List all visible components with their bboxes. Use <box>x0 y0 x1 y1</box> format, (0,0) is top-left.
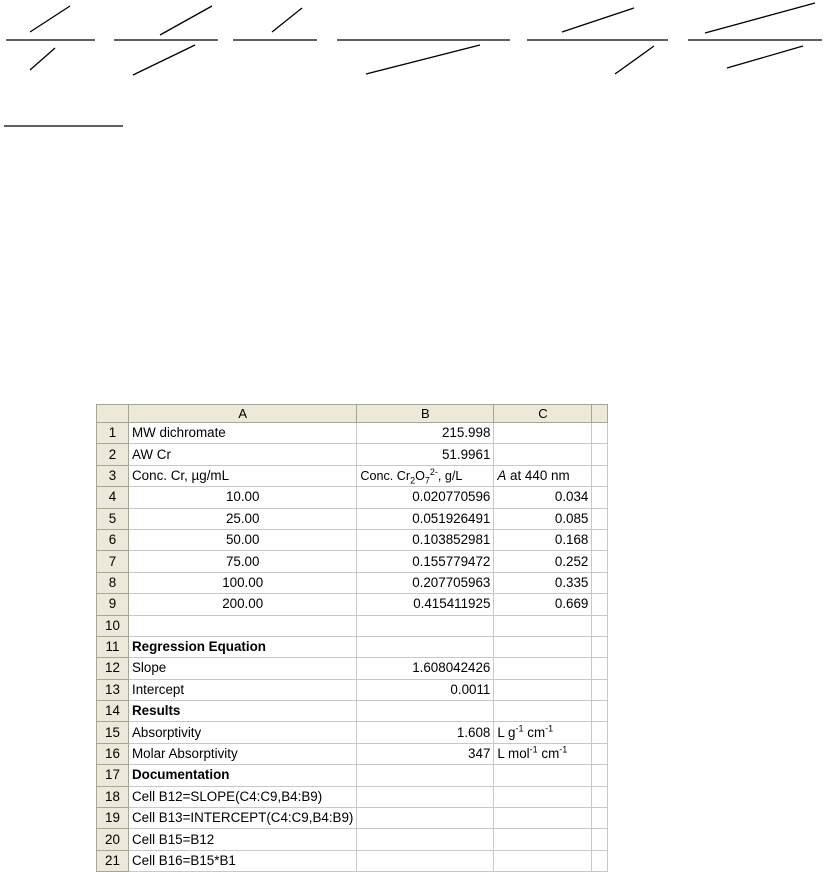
c15-sup1: -1 <box>515 723 524 734</box>
fraction-3-numerator <box>272 8 302 32</box>
cell-c12[interactable] <box>494 658 592 679</box>
cell-d20[interactable] <box>592 829 608 850</box>
row-header-9[interactable]: 9 <box>97 594 129 615</box>
cell-c7[interactable]: 0.252 <box>494 551 592 572</box>
cell-d8[interactable] <box>592 572 608 593</box>
cell-d9[interactable] <box>592 594 608 615</box>
cell-c17[interactable] <box>494 765 592 786</box>
table-row <box>97 786 608 807</box>
table-row <box>97 829 608 850</box>
table-row <box>97 444 608 465</box>
cell-a21[interactable]: Cell B16=B15*B1 <box>129 850 357 871</box>
row-header-10[interactable]: 10 <box>97 615 129 636</box>
cell-c6[interactable]: 0.168 <box>494 529 592 550</box>
cell-b2[interactable]: 51.9961 <box>357 444 494 465</box>
cell-b10[interactable] <box>357 615 494 636</box>
cell-c2[interactable] <box>494 444 592 465</box>
c15-sup2: -1 <box>545 723 554 734</box>
fraction-4-denominator <box>366 45 480 74</box>
cell-a10[interactable] <box>129 615 357 636</box>
cell-a12[interactable]: Slope <box>129 658 357 679</box>
row-header-15[interactable]: 15 <box>97 722 129 743</box>
b3-sub1: 2 <box>410 475 416 486</box>
cell-b14[interactable] <box>357 701 494 722</box>
cell-c5[interactable]: 0.085 <box>494 508 592 529</box>
table-row <box>97 679 608 700</box>
cell-b9[interactable]: 0.415411925 <box>357 594 494 615</box>
cell-c15[interactable] <box>494 722 592 743</box>
fraction-6-numerator <box>705 3 815 33</box>
cell-a19[interactable]: Cell B13=INTERCEPT(C4:C9,B4:B9) <box>129 808 357 829</box>
cell-c3[interactable] <box>494 465 592 486</box>
select-all-corner[interactable] <box>97 405 129 423</box>
cell-c11[interactable] <box>494 636 592 657</box>
row-header-11[interactable]: 11 <box>97 636 129 657</box>
cell-d1[interactable] <box>592 423 608 444</box>
cell-b17[interactable] <box>357 765 494 786</box>
fraction-strokes <box>0 0 824 140</box>
fraction-2-numerator <box>160 6 212 35</box>
cell-b12[interactable]: 1.608042426 <box>357 658 494 679</box>
cell-c10[interactable] <box>494 615 592 636</box>
row-header-2[interactable]: 2 <box>97 444 129 465</box>
cell-c13[interactable] <box>494 679 592 700</box>
b3-sup: 2- <box>429 466 438 477</box>
cell-d4[interactable] <box>592 487 608 508</box>
c3-rest: at 440 nm <box>506 467 570 483</box>
cell-a16[interactable]: Molar Absorptivity <box>129 743 357 764</box>
cell-a1[interactable]: MW dichromate <box>129 423 357 444</box>
table-row <box>97 808 608 829</box>
b3-suffix: , g/L <box>437 468 463 483</box>
table-row <box>97 615 608 636</box>
cell-b18[interactable] <box>357 786 494 807</box>
cell-a20[interactable]: Cell B15=B12 <box>129 829 357 850</box>
cell-c4[interactable]: 0.034 <box>494 487 592 508</box>
spreadsheet <box>96 404 608 872</box>
row-header-20[interactable]: 20 <box>97 829 129 850</box>
table-row <box>97 572 608 593</box>
row-header-1[interactable]: 1 <box>97 423 129 444</box>
cell-d12[interactable] <box>592 658 608 679</box>
cell-b4[interactable]: 0.020770596 <box>357 487 494 508</box>
row-header-3[interactable]: 3 <box>97 465 129 486</box>
table-row <box>97 487 608 508</box>
row-header-13[interactable]: 13 <box>97 679 129 700</box>
table-row <box>97 465 608 486</box>
cell-a7[interactable]: 75.00 <box>129 551 357 572</box>
row-header-7[interactable]: 7 <box>97 551 129 572</box>
c15-mid: cm <box>523 724 546 740</box>
cell-d21[interactable] <box>592 850 608 871</box>
column-header-b[interactable]: B <box>357 405 494 423</box>
cell-a2[interactable]: AW Cr <box>129 444 357 465</box>
cell-d17[interactable] <box>592 765 608 786</box>
cell-c1[interactable] <box>494 423 592 444</box>
cell-d11[interactable] <box>592 636 608 657</box>
table-row <box>97 658 608 679</box>
table-row <box>97 722 608 743</box>
cell-b7[interactable]: 0.155779472 <box>357 551 494 572</box>
cell-a6[interactable]: 50.00 <box>129 529 357 550</box>
spreadsheet-grid <box>96 404 608 872</box>
cell-d14[interactable] <box>592 701 608 722</box>
b3-sub2: 7 <box>424 475 430 486</box>
cell-c14[interactable] <box>494 701 592 722</box>
row-header-19[interactable]: 19 <box>97 808 129 829</box>
column-header-d[interactable] <box>592 405 608 423</box>
row-header-21[interactable]: 21 <box>97 850 129 871</box>
c16-mid: cm <box>537 746 560 762</box>
cell-c19[interactable] <box>494 808 592 829</box>
row-header-5[interactable]: 5 <box>97 508 129 529</box>
column-header-c[interactable]: C <box>494 405 592 423</box>
cell-b8[interactable]: 0.207705963 <box>357 572 494 593</box>
table-row <box>97 551 608 572</box>
column-header-row <box>97 405 608 423</box>
cell-d10[interactable] <box>592 615 608 636</box>
cell-a5[interactable]: 25.00 <box>129 508 357 529</box>
table-row <box>97 636 608 657</box>
cell-a18[interactable]: Cell B12=SLOPE(C4:C9,B4:B9) <box>129 786 357 807</box>
cell-b1[interactable]: 215.998 <box>357 423 494 444</box>
cell-d7[interactable] <box>592 551 608 572</box>
cell-d13[interactable] <box>592 679 608 700</box>
cell-c8[interactable]: 0.335 <box>494 572 592 593</box>
fraction-5-denominator <box>615 46 654 74</box>
cell-a17[interactable]: Documentation <box>129 765 357 786</box>
cell-d2[interactable] <box>592 444 608 465</box>
c16-sup2: -1 <box>559 744 568 755</box>
row-header-8[interactable]: 8 <box>97 572 129 593</box>
b3-mid: O <box>415 468 425 483</box>
cell-b11[interactable] <box>357 636 494 657</box>
table-row <box>97 850 608 871</box>
cell-c16[interactable] <box>494 743 592 764</box>
cell-a9[interactable]: 200.00 <box>129 594 357 615</box>
cell-d6[interactable] <box>592 529 608 550</box>
cell-a14[interactable]: Results <box>129 701 357 722</box>
table-row <box>97 529 608 550</box>
cell-c20[interactable] <box>494 829 592 850</box>
row-header-16[interactable]: 16 <box>97 743 129 764</box>
cell-c21[interactable] <box>494 850 592 871</box>
cell-a15[interactable]: Absorptivity <box>129 722 357 743</box>
cell-b5[interactable]: 0.051926491 <box>357 508 494 529</box>
cell-b15[interactable]: 1.608 <box>357 722 494 743</box>
table-row <box>97 701 608 722</box>
cell-d15[interactable] <box>592 722 608 743</box>
c16-main: L mol <box>497 746 530 762</box>
fraction-6-denominator <box>727 46 803 68</box>
cell-a4[interactable]: 10.00 <box>129 487 357 508</box>
cell-a8[interactable]: 100.00 <box>129 572 357 593</box>
row-header-4[interactable]: 4 <box>97 487 129 508</box>
row-header-6[interactable]: 6 <box>97 529 129 550</box>
cell-b13[interactable]: 0.0011 <box>357 679 494 700</box>
fraction-1-denominator <box>30 48 55 70</box>
b3-prefix: Conc. Cr <box>360 468 411 483</box>
row-header-17[interactable]: 17 <box>97 765 129 786</box>
cell-b20[interactable] <box>357 829 494 850</box>
table-row <box>97 423 608 444</box>
cell-b3[interactable] <box>357 465 494 486</box>
table-row <box>97 743 608 764</box>
row-header-14[interactable]: 14 <box>97 701 129 722</box>
cell-b21[interactable] <box>357 850 494 871</box>
cell-b16[interactable]: 347 <box>357 743 494 764</box>
row-header-18[interactable]: 18 <box>97 786 129 807</box>
fraction-2-denominator <box>133 45 195 75</box>
cell-c9[interactable]: 0.669 <box>494 594 592 615</box>
cell-d3[interactable] <box>592 465 608 486</box>
fraction-1-numerator <box>30 6 70 32</box>
c16-sup1: -1 <box>529 744 538 755</box>
cell-d19[interactable] <box>592 808 608 829</box>
table-row <box>97 508 608 529</box>
cell-d18[interactable] <box>592 786 608 807</box>
table-row <box>97 765 608 786</box>
cell-d16[interactable] <box>592 743 608 764</box>
fraction-5-numerator <box>562 8 634 32</box>
cell-d5[interactable] <box>592 508 608 529</box>
table-row <box>97 594 608 615</box>
cell-a13[interactable]: Intercept <box>129 679 357 700</box>
cell-b6[interactable]: 0.103852981 <box>357 529 494 550</box>
column-header-a[interactable]: A <box>129 405 357 423</box>
c15-main: L g <box>497 724 516 740</box>
cell-c18[interactable] <box>494 786 592 807</box>
cell-a11[interactable]: Regression Equation <box>129 636 357 657</box>
row-header-12[interactable]: 12 <box>97 658 129 679</box>
cell-b19[interactable] <box>357 808 494 829</box>
cell-a3[interactable]: Conc. Cr, µg/mL <box>129 465 357 486</box>
c3-italic: A <box>497 467 507 483</box>
